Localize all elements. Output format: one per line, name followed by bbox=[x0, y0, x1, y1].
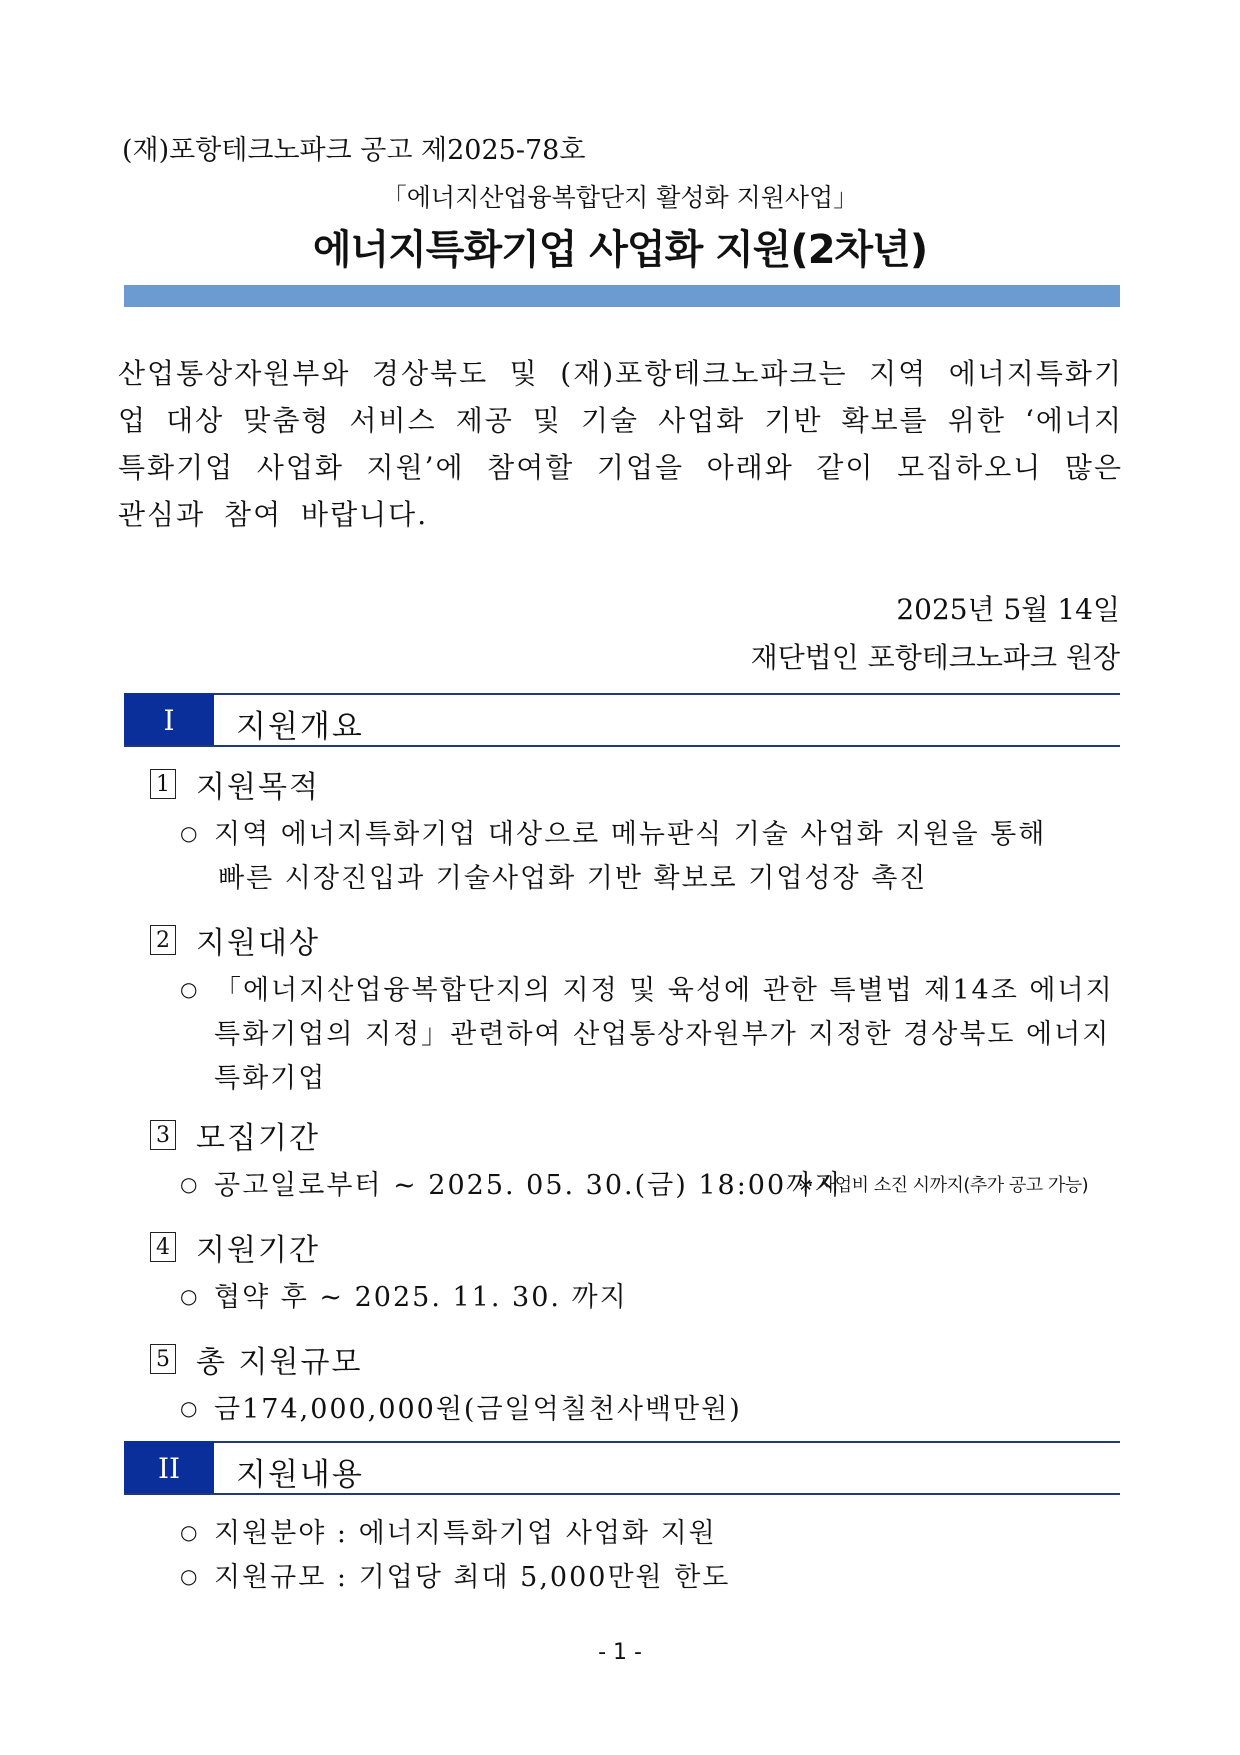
bullet-continuation: 빠른 시장진입과 기술사업화 기반 확보로 기업성장 촉진 bbox=[218, 863, 928, 894]
bullet-mark: ○ bbox=[180, 1520, 200, 1544]
bullet-support-field bbox=[180, 1511, 717, 1550]
section-number: I bbox=[124, 693, 214, 747]
bullet-support-scale bbox=[180, 1555, 730, 1594]
announcement-date: 2025년 5월 14일 bbox=[896, 593, 1120, 626]
subheading-support-period bbox=[150, 1225, 320, 1269]
subheading-recruitment-period bbox=[150, 1113, 320, 1157]
page-title: 에너지특화기업 사업화 지원(2차년) bbox=[312, 227, 928, 273]
subheading-label: 지원대상 bbox=[196, 926, 320, 961]
boxed-number: 4 bbox=[150, 1232, 176, 1262]
boxed-number: 1 bbox=[150, 769, 176, 799]
section-rule-bottom bbox=[124, 1493, 1120, 1495]
bullet-text: 「에너지산업융복합단지의 지정 및 육성에 관한 특별법 제14조 에너지 bbox=[214, 975, 1114, 1006]
boxed-number: 3 bbox=[150, 1120, 176, 1150]
subheading-label: 지원기간 bbox=[196, 1233, 320, 1268]
bullet-mark: ○ bbox=[180, 821, 200, 845]
bullet-continuation: 특화기업의 지정」관련하여 산업통상자원부가 지정한 경상북도 에너지 bbox=[214, 1019, 1111, 1050]
bullet-mark: ○ bbox=[180, 1284, 200, 1308]
bullet-text: 협약 후 ~ 2025. 11. 30. 까지 bbox=[214, 1282, 628, 1313]
bullet-target bbox=[180, 968, 1114, 1007]
subheading-label: 지원목적 bbox=[196, 770, 320, 805]
bullet-mark: ○ bbox=[180, 1396, 200, 1420]
bullet-total-budget bbox=[180, 1387, 742, 1426]
bullet-purpose bbox=[180, 812, 1046, 851]
section-number: II bbox=[124, 1441, 214, 1495]
title-underline-bar bbox=[124, 285, 1120, 307]
program-subtitle: 「에너지산업융복합단지 활성화 지원사업」 bbox=[381, 183, 859, 212]
issuer-name: 재단법인 포항테크노파크 원장 bbox=[750, 641, 1120, 674]
subheading-total-budget bbox=[150, 1337, 362, 1381]
section-title: 지원개요 bbox=[236, 709, 364, 745]
section-rule-bottom bbox=[124, 745, 1120, 747]
bullet-mark: ○ bbox=[180, 1172, 200, 1196]
notice-number: (재)포항테크노파크 공고 제2025-78호 bbox=[122, 135, 586, 166]
section-header-1 bbox=[124, 693, 1120, 747]
subheading-purpose bbox=[150, 762, 320, 806]
bullet-text: 지원분야 : 에너지특화기업 사업화 지원 bbox=[214, 1518, 717, 1549]
section-title: 지원내용 bbox=[236, 1457, 364, 1493]
section-rule-top bbox=[124, 693, 1120, 695]
page-number: - 1 - bbox=[598, 1640, 642, 1665]
budget-note: ※ 사업비 소진 시까지(추가 공고 가능) bbox=[798, 1175, 1089, 1196]
bullet-mark: ○ bbox=[180, 977, 200, 1001]
boxed-number: 5 bbox=[150, 1344, 176, 1374]
section-rule-top bbox=[124, 1441, 1120, 1443]
bullet-continuation: 특화기업 bbox=[214, 1063, 327, 1094]
bullet-text: 공고일로부터 ~ 2025. 05. 30.(금) 18:00까지 bbox=[214, 1170, 843, 1201]
bullet-text: 지역 에너지특화기업 대상으로 메뉴판식 기술 사업화 지원을 통해 bbox=[214, 819, 1047, 850]
subheading-label: 총 지원규모 bbox=[196, 1345, 363, 1380]
section-header-2 bbox=[124, 1441, 1120, 1495]
subheading-target bbox=[150, 918, 320, 962]
bullet-recruitment-period bbox=[180, 1163, 842, 1202]
bullet-mark: ○ bbox=[180, 1564, 200, 1588]
subheading-label: 모집기간 bbox=[196, 1121, 320, 1156]
bullet-text: 지원규모 : 기업당 최대 5,000만원 한도 bbox=[214, 1562, 731, 1593]
bullet-text: 금174,000,000원(금일억칠천사백만원) bbox=[214, 1394, 742, 1425]
intro-paragraph: 산업통상자원부와 경상북도 및 (재)포항테크노파크는 지역 에너지특화기업 대상 맞춤형 서비스 제공 및 기술 사업화 기반 확보를 위한 ‘에너지특화기업 사업화 지원’에 참여할 기업을 아래와 같이 모집하오니 많은 관심과 참여 바랍니다. bbox=[118, 357, 1123, 531]
boxed-number: 2 bbox=[150, 925, 176, 955]
bullet-support-period bbox=[180, 1275, 628, 1314]
